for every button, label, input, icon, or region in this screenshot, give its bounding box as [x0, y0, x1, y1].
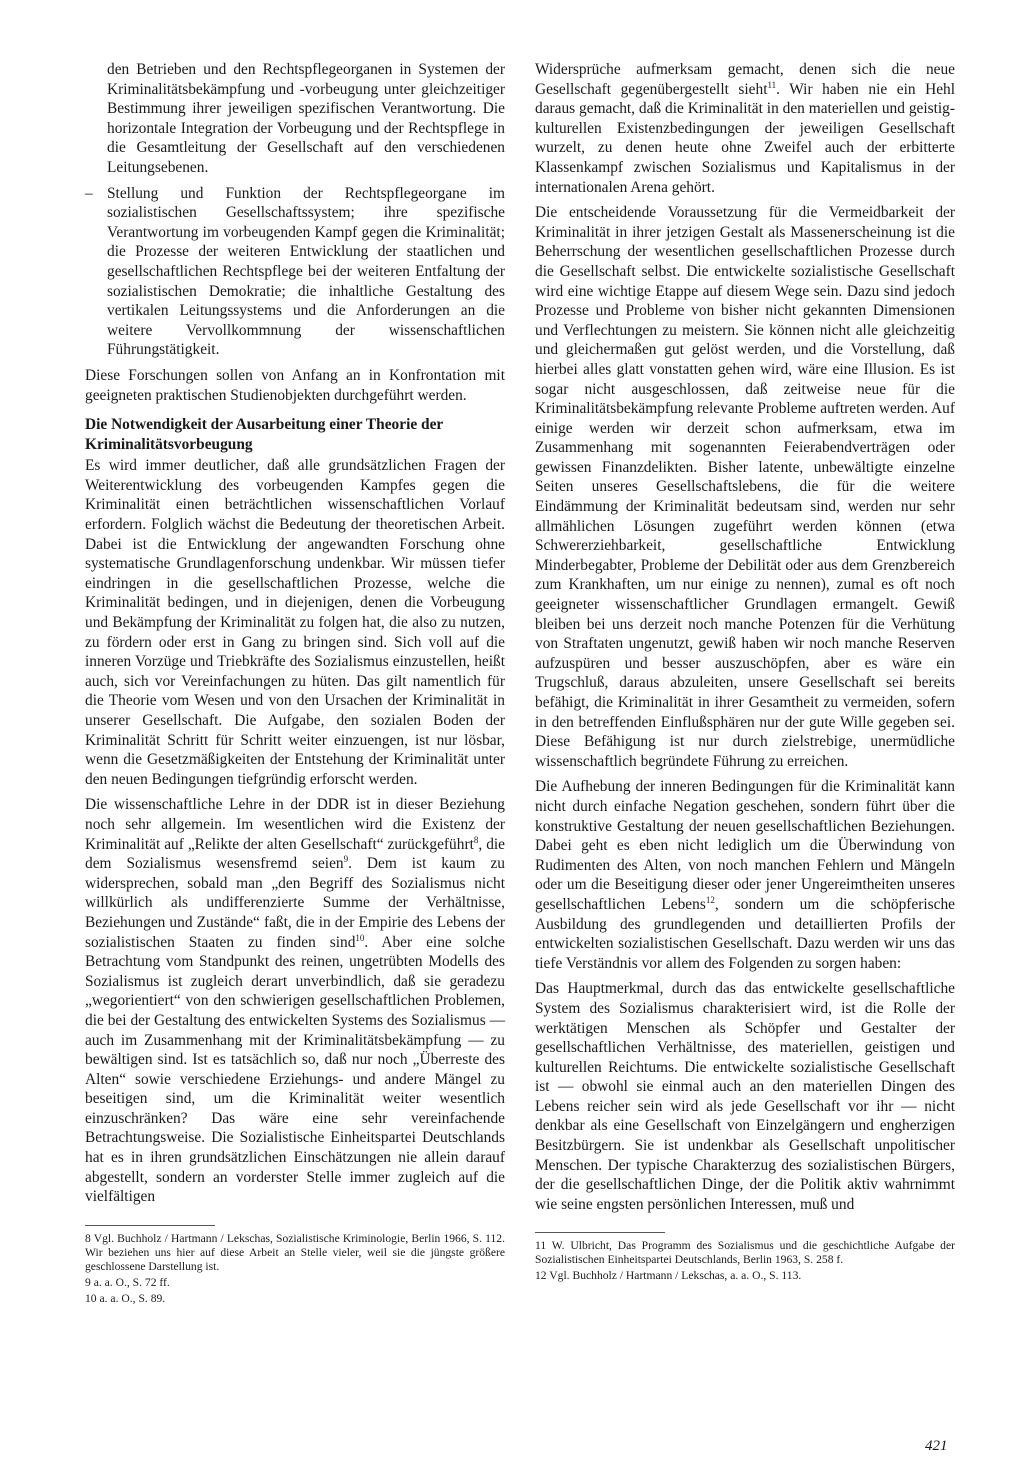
- paragraph: Die entscheidende Voraussetzung für die Vermeidbarkeit der Kriminalität in ihrer jetzigen Gestalt als Massenerscheinung ist die Beherrschung der wesentlichen gesellschaftlichen Prozesse durch die Gesellschaft selbst. Die entwickelte sozialistische Gesellschaft wird eine wichtige Etappe auf diesem Wege sein. Dazu sind jedoch Prozesse und Probleme von bisher nicht gekannten Dimensionen und Verflechtungen zu meistern. Sie können nicht alle gleichzeitig und gleichermaßen gut gelöst werden, und die Vorstellung, daß hierbei alles glatt vonstatten gehen wird, wäre eine Illusion. Es ist sogar nicht ausgeschlossen, daß zeitweise neue für die Kriminalitätsbekämpfung relevante Probleme auftreten werden. Auf einige werden wir derzeit schon aufmerksam, etwa im Zusammenhang mit sogenannten Feierabendverträgen oder gewissen Finanzdelikten. Bisher latente, unbewältigte einzelne Seiten unseres Gesellschaftslebens, die für die weitere Eindämmung der Kriminalität bedeutsam sind, werden nur sehr allmählichen Lösungen zugeführt werden können (etwa Schwererziehbarkeit, gesellschaftliche Entwicklung Minderbegabter, Probleme der Debilität oder aus dem Grenzbereich zum Krankhaften, um nur einige zu nennen), zumal es oft noch geeigneter wissenschaftlicher Grundlagen ermangelt. Gewiß bleiben bei uns derzeit noch manche Potenzen für die Verhütung von Straftaten ungenutzt, gewiß haben wir noch manche Reserven aufzuspüren und besser auszuschöpfen, aber es wäre ein Trugschluß, daraus abzuleiten, unsere Gesellschaft sei bereits befähigt, die Kriminalität in ihrer Gesamtheit zu vermeiden, sofern in den betreffenden Einflußsphären nur der gute Wille gegeben sei. Diese Befähigung ist nur durch zielstrebige, unermüdliche wissenschaftlich begründete Führung zu erreichen.: [535, 204, 955, 770]
- text-run: . Dem ist kaum zu widersprechen, sobald man „den Begriff des Sozialismus nicht willkürlich als undifferenzierte Summe der Verhältnisse, Beziehungen und Zustände“ faßt, die in der Empirie des Lebens der sozialistischen Staaten zu finden sind: [85, 855, 505, 951]
- text-run: , die dem Sozialismus wesensfremd seien: [85, 835, 505, 873]
- text-run: . Wir haben nie ein Hehl daraus gemacht, daß die Kriminalität in den materiellen und geistig-kulturellen Existenzbedingungen der jeweiligen Gesellschaft wurzelt, zu denen heute ohne Zweifel auch der erbitterte Klassenkampf zwischen Sozialismus und Kapitalismus in der internationalen Arena gehört.: [535, 80, 955, 196]
- paragraph: Das Hauptmerkmal, durch das das entwickelte gesellschaftliche System des Sozialismus charakterisiert wird, ist die Rolle der werktätigen Menschen als Schöpfer und Gestalter der gesellschaftlichen Verhältnisse, des materiellen, geistigen und kulturellen Reichtums. Die entwickelte sozialistische Gesellschaft ist — obwohl sie einmal auch an den materiellen Dingen des Lebens reicher sein wird als jede Gesellschaft vor ihr — nicht denkbar als eine Gesellschaft von Einzelgängern und engherzigen Besitzbürgern. Sie ist undenkbar als Gesellschaft unpolitischer Menschen. Der typische Charakterzug des sozialistischen Bürgers, der die gesellschaftlichen Dinge, der die Politik aktiv wahrnimmt wie seine engsten persönlichen Interessen, muß und: [535, 980, 955, 1213]
- footnote-ref[interactable]: 8: [473, 834, 479, 845]
- text-run: Die wissenschaftliche Lehre in der DDR ist in dieser Beziehung noch sehr allgemein. Im wesentlichen wird die Existenz der Kriminalität auf „Relikte der alten Gesellschaft“ zurückgeführt: [85, 796, 505, 853]
- footnote-ref[interactable]: 12: [705, 894, 715, 905]
- footnote: 8 Vgl. Buchholz / Hartmann / Lekschas, Sozialistische Kriminologie, Berlin 1966, S. 112. Wir beziehen uns hier auf diese Arbeit an Stelle vieler, weil sie die jüngste größere geschlossene Darstellung ist.: [85, 1232, 505, 1273]
- footnote: 10 a. a. O., S. 89.: [85, 1292, 166, 1305]
- footnote-ref[interactable]: 9: [343, 854, 349, 865]
- text-run: Die Aufhebung der inneren Bedingungen für die Kriminalität kann nicht durch einfache Negation geschehen, sondern führt über die konstruktive Gestaltung der neuen gesellschaftlichen Beziehungen. Dabei geht es eben nicht lediglich um die Überwindung von Rudimenten des Alten, von noch manchen Fehlern und Mängeln oder um die Beseitigung dieser oder jener Ungereimtheiten unseres gesellschaftlichen Lebens: [535, 778, 955, 913]
- footnote: 11 W. Ulbricht, Das Programm des Sozialismus und die geschichtliche Aufgabe der Sozialistischen Einheitspartei Deutschlands, Berlin 1963, S. 258 f.: [535, 1239, 955, 1266]
- paragraph: [535, 777, 955, 973]
- footnote: 9 a. a. O., S. 72 ff.: [85, 1276, 170, 1289]
- text-run: . Aber eine solche Betrachtung vom Standpunkt des reinen, ungetrübten Modells des Sozialismus ist zugleich derart unverbindlich, daß sie geradezu „wegorientiert“ von den schwierigen gesellschaftlichen Problemen, die bei der Gestaltung des entwickelten Systems des Sozialismus — auch im Zusammenhang mit der Kriminalitätsbekämpfung — zu bewältigen sind. Ist es tatsächlich so, daß nur noch „Überreste des Alten“ sowie verschiedene Erziehungs- und andere Mängel zu beseitigen sind, um die Kriminalität weiter wesentlich einzuschränken? Das wäre eine sehr vereinfachende Betrachtungsweise. Die Sozialistische Einheitspartei Deutschlands hat es in ihren grundsätzlichen Einschätzungen nie allein darauf abgestellt, sondern an vorderster Stelle immer zugleich auf die vielfältigen: [85, 933, 506, 1206]
- left-column: [85, 60, 505, 1207]
- footnote-ref[interactable]: 10: [355, 932, 365, 943]
- text-run: Widersprüche aufmerksam gemacht, denen sich die neue Gesellschaft gegenübergestellt sieht: [535, 61, 955, 98]
- footnotes-right: [535, 1232, 955, 1285]
- footnote: 12 Vgl. Buchholz / Hartmann / Lekschas, a. a. O., S. 113.: [535, 1269, 802, 1282]
- paragraph: [85, 795, 505, 1206]
- footnotes-left: [85, 1225, 505, 1308]
- footnote-divider: [85, 1225, 215, 1226]
- paragraph: Diese Forschungen sollen von Anfang an in Konfrontation mit geeigneten praktischen Studienobjekten durchgeführt werden.: [85, 366, 505, 404]
- page-number: 421: [925, 1438, 948, 1454]
- dash-list-item: – Stellung und Funktion der Rechtspflegeorgane im sozialistischen Gesellschaftssystem; ihre spezifische Verantwortung im vorbeugenden Kampf gegen die Kriminalität; die Prozesse der weiteren Entwicklung der staatlichen und gesellschaftlichen Rechtspflege bei der weiteren Entfaltung der sozialistischen Demokratie; die inhaltliche Gestaltung des vertikalen Leitungssystems und die Anforderungen an die weitere Vervollkommnung der wissenschaftlichen Führungstätigkeit.: [85, 184, 505, 360]
- paragraph: den Betrieben und den Rechtspflegeorganen in Systemen der Kriminalitätsbekämpfung und -vorbeugung unter gleichzeitiger Bestimmung ihrer jeweiligen spezifischen Verantwortung. Die horizontale Integration der Vorbeugung und der Rechtspflege in die Gesamtleitung der Gesellschaft auf den verschiedenen Leitungsebenen.: [107, 61, 505, 176]
- footnote-divider: [535, 1232, 665, 1233]
- text-run: , sondern um die schöpferische Ausbildung des grundlegenden und detaillierten Profils der entwickelten sozialistischen Gesellschaft. Dazu werden wir uns das tiefe Verständnis vor allem des Folgenden zu sorgen haben:: [535, 895, 955, 972]
- right-column: [535, 60, 955, 1214]
- section-heading: Die Notwendigkeit der Ausarbeitung einer Theorie der Kriminalitätsvorbeugung: [85, 416, 443, 453]
- paragraph: [535, 60, 955, 197]
- paragraph: Es wird immer deutlicher, daß alle grundsätzlichen Fragen der Weiterentwicklung des vorbeugenden Kampfes gegen die Kriminalität einen beträchtlichen wissenschaftlichen Vorlauf erfordern. Folglich wächst die Bedeutung der theoretischen Arbeit. Dabei ist die Entwicklung der angewandten Forschung ohne systematische Grundlagenforschung undenkbar. Wir müssen tiefer eindringen in die gesellschaftlichen Prozesse, welche die Kriminalität bedingen, und in diejenigen, denen die Vorbeugung und Bekämpfung der Kriminalität zu folgen hat, die also zu nutzen, zu fördern oder erst in Gang zu bringen sind. Sich voll auf die inneren Vorzüge und Triebkräfte des Sozialismus einzustellen, heißt auch, sich vor Vereinfachungen zu hüten. Das gilt namentlich für die Theorie vom Wesen und von den Ursachen der Kriminalität in unserer Gesellschaft. Die Aufgabe, den sozialen Boden der Kriminalität Schritt für Schritt weiter einzuengen, ist nur lösbar, wenn die Gesetzmäßigkeiten der Entstehung der Kriminalität unter den neuen Bedingungen tiefgründig erforscht werden.: [85, 457, 505, 788]
- footnote-ref[interactable]: 11: [767, 79, 777, 90]
